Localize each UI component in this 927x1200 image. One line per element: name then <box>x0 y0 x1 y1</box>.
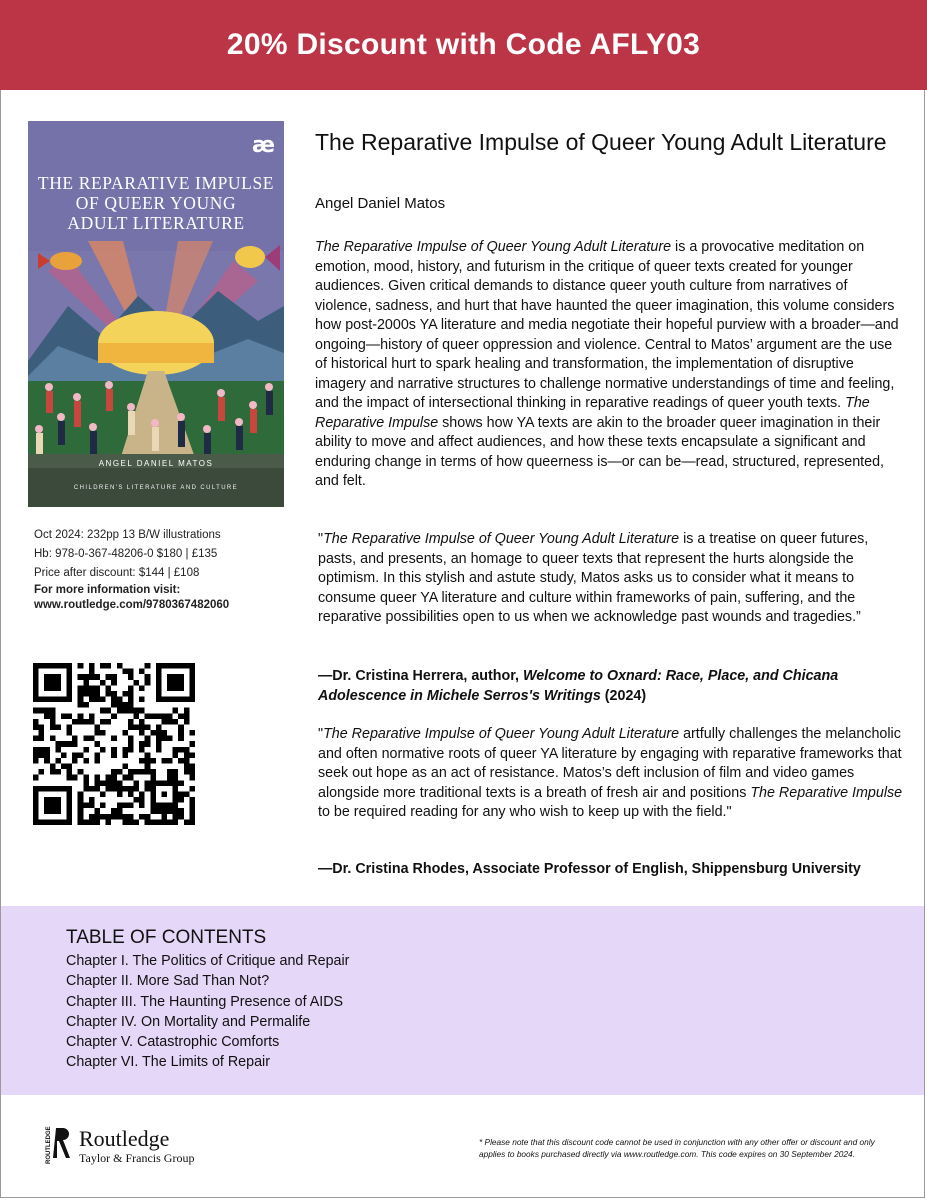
cover-title-line: THE REPARATIVE IMPULSE <box>37 173 275 193</box>
review-body: is a treatise on queer futures, pasts, and presents, an homage to queer texts that represent the hurts alongside the optimism. In this stylish and astute study, Matos asks us to consider what it means to consume queer YA literature and culture within frameworks of pain, suffering, and the reparative possibilities open to us when we acknowledge past wounds and tragedies.” <box>318 531 869 625</box>
description-body: shows how YA texts are akin to the broader queer imagination in their ability to move and affect audiences, and how these texts encapsulate a significant and enduring change in terms of how queerness is—or can be—read, structured, represented, and felt. <box>315 414 885 489</box>
cover-title-line: ADULT LITERATURE <box>67 213 245 233</box>
quote-mark: " <box>318 531 324 547</box>
review-attribution: —Dr. Cristina Rhodes, Associate Professor of English, Shippensburg University <box>318 861 861 877</box>
cover-title <box>28 173 284 233</box>
quote-mark: " <box>318 726 324 742</box>
toc-heading: TABLE OF CONTENTS <box>66 927 267 948</box>
book-details <box>34 526 304 613</box>
details-url-link[interactable]: www.routledge.com/9780367482060 <box>34 599 230 611</box>
discount-disclaimer: * Please note that this discount code cannot be used in conjunction with any other offer or discount and only applies to books purchased directly via www.routledge.com. This code expires on 30 September 2024. <box>479 1137 875 1159</box>
routledge-logo-subtitle: Taylor & Francis Group <box>79 1151 195 1165</box>
toc-chapter: Chapter IV. On Mortality and Permalife <box>66 1013 311 1030</box>
routledge-logo <box>79 1127 194 1166</box>
toc-chapter: Chapter I. The Politics of Critique and Repair <box>66 953 350 969</box>
discount-banner <box>0 0 927 90</box>
description-lead-title: The Reparative Impulse of Queer Young Adult Literature <box>315 239 672 255</box>
cover-publisher-logo-icon: æ <box>252 133 276 158</box>
cover-author: ANGEL DANIEL MATOS <box>98 459 214 468</box>
toc-chapter: Chapter II. More Sad Than Not? <box>66 973 270 990</box>
review-quote <box>318 725 903 823</box>
cover-series: CHILDREN'S LITERATURE AND CULTURE <box>73 485 239 491</box>
reviewer-work-title: Welcome to Oxnard: Race, Place, and Chicana Adolescence in Michele Serros's Writings <box>318 668 839 704</box>
book-description <box>315 238 900 492</box>
toc-chapter: Chapter V. Catastrophic Comforts <box>66 1034 280 1051</box>
reviewer-work-year: (2024) <box>600 687 647 704</box>
review-short-title: The Reparative Impulse <box>750 784 903 801</box>
toc-chapter: Chapter III. The Haunting Presence of AIDS <box>66 993 344 1010</box>
review-quote <box>318 530 903 628</box>
routledge-logo-name: Routledge <box>79 1126 170 1151</box>
details-date-pages: Oct 2024: 232pp 13 B/W illustrations <box>34 529 221 541</box>
svg-text:ROUTLEDGE: ROUTLEDGE <box>46 1126 52 1164</box>
details-more-info-label: For more information visit: <box>34 584 181 596</box>
review-lead-title: The Reparative Impulse of Queer Young Adult Literature <box>323 726 680 742</box>
review-lead-title: The Reparative Impulse of Queer Young Adult Literature <box>323 531 680 547</box>
qr-code[interactable] <box>33 663 195 825</box>
description-body: is a provocative meditation on emotion, mood, history, and futurism in the critique of queer texts created for younger audiences. Given critical demands to distance queer youth culture from narratives of violence, sadness, and hurt that have haunted the queer imagination, this volume considers how post-2000s YA literature and media negotiate their hopeful purview with a broader—and ongoing—history of queer oppression and violence. Central to Matos’ argument are the use of historical hurt to spark healing and transformation, the implementation of disruptive imagery and narrative structures to challenge normative understandings of time and feeling, and the impact of intersectional thinking in reparative readings of queer youth texts. <box>315 239 899 411</box>
book-cover <box>28 121 284 507</box>
routledge-logo-icon <box>44 1124 74 1166</box>
review-body: artfully challenges the melancholic and often normative roots of queer YA literature by engaging with reparative frameworks that seek out hope as an act of resistance. Matos’s deft inclusion of film and video games alongside more traditional texts is a breath of fresh air and positions <box>318 726 902 801</box>
description-short-title: The Reparative Impulse <box>315 395 870 431</box>
book-title: The Reparative Impulse of Queer Young Adult Literature <box>315 129 887 155</box>
details-discount-price: Price after discount: $144 | £108 <box>34 567 200 579</box>
cover-title-line: OF QUEER YOUNG <box>75 193 237 213</box>
book-author: Angel Daniel Matos <box>315 195 446 212</box>
review-attribution <box>318 667 903 706</box>
discount-banner-text: 20% Discount with Code AFLY03 <box>226 28 701 61</box>
toc-chapter: Chapter VI. The Limits of Repair <box>66 1054 270 1071</box>
details-hardback: Hb: 978-0-367-48206-0 $180 | £135 <box>34 548 218 560</box>
review-body: to be required reading for any who wish to keep up with the field." <box>318 804 732 820</box>
reviewer-name: —Dr. Cristina Herrera, author, <box>318 668 523 684</box>
toc-list <box>66 951 349 1073</box>
